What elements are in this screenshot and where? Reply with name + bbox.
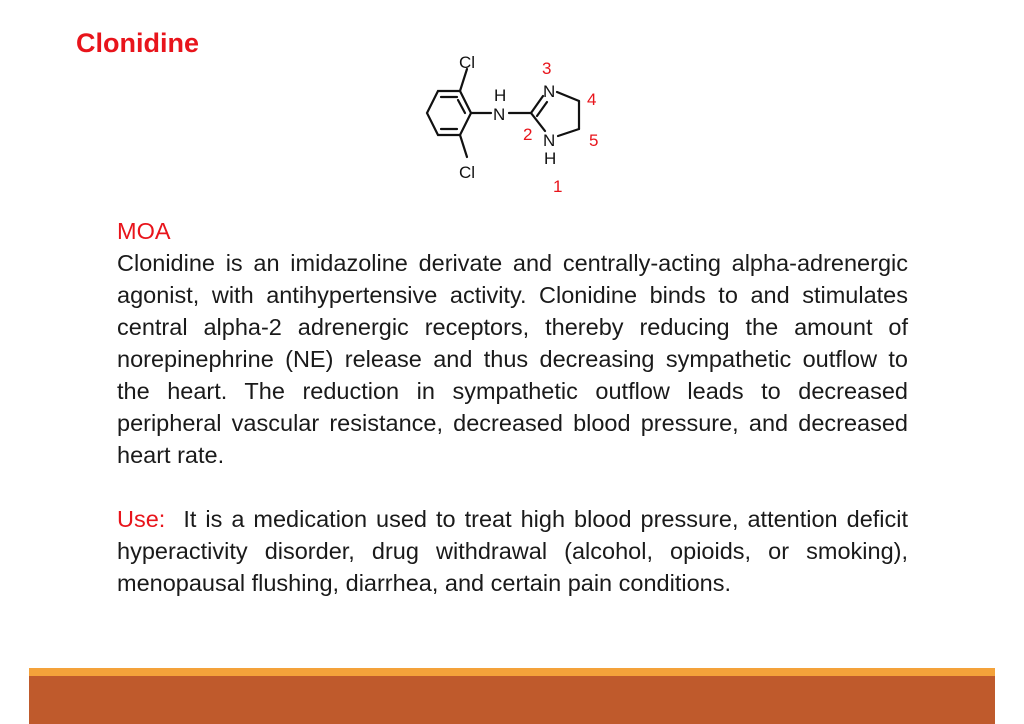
atom-n1-hydrogen: H: [544, 149, 557, 168]
atom-nh-hydrogen: H: [494, 86, 507, 105]
footer-accent-bar: [29, 668, 995, 676]
ring-number-5: 5: [589, 131, 599, 150]
bond-n3-c4: [557, 92, 579, 101]
ring-number-1: 1: [553, 177, 563, 196]
benzene-inner-bond-3: [458, 100, 465, 113]
atom-cl-bottom: Cl: [459, 163, 476, 182]
slide-title: Clonidine: [76, 28, 199, 58]
use-heading: Use:: [117, 506, 166, 532]
atom-n3: N: [543, 82, 556, 101]
ring-number-4: 4: [587, 90, 597, 109]
moa-heading: MOA: [117, 218, 171, 244]
bond-cl-top: [460, 69, 467, 91]
use-text: It is a medication used to treat high blood pressure, attention deficit hyperactivity disorder, drug withdrawal (alcohol, opioids, or smoking), menopausal flushing, diarrhea, and certain pain conditions.: [117, 506, 909, 596]
footer-bar: [29, 676, 995, 724]
atom-cl-top: Cl: [459, 53, 476, 72]
ring-number-2: 2: [523, 125, 533, 144]
atom-n1-nitrogen: N: [543, 131, 556, 150]
moa-paragraph: Clonidine is an imidazoline derivate and centrally-acting alpha-adrenergic agonist, with antihypertensive activity. Clonidine binds to and stimulates central alpha-2 adrenergic receptors, thereby reducing the amount of norepinephrine (NE) release and thus decreasing sympathetic outflow to the heart. The reduction in sympathetic outflow leads to decreased peripheral vascular resistance, decreased blood pressure, and decreased heart rate.: [117, 250, 908, 468]
use-paragraph: [117, 503, 908, 599]
ring-number-3: 3: [542, 59, 552, 78]
content-body: [117, 215, 908, 599]
atom-nh-nitrogen: N: [493, 105, 506, 124]
bond-cl-bottom: [460, 135, 467, 157]
bond-c5-n1: [558, 129, 579, 136]
clonidine-structure-diagram: [390, 48, 620, 198]
